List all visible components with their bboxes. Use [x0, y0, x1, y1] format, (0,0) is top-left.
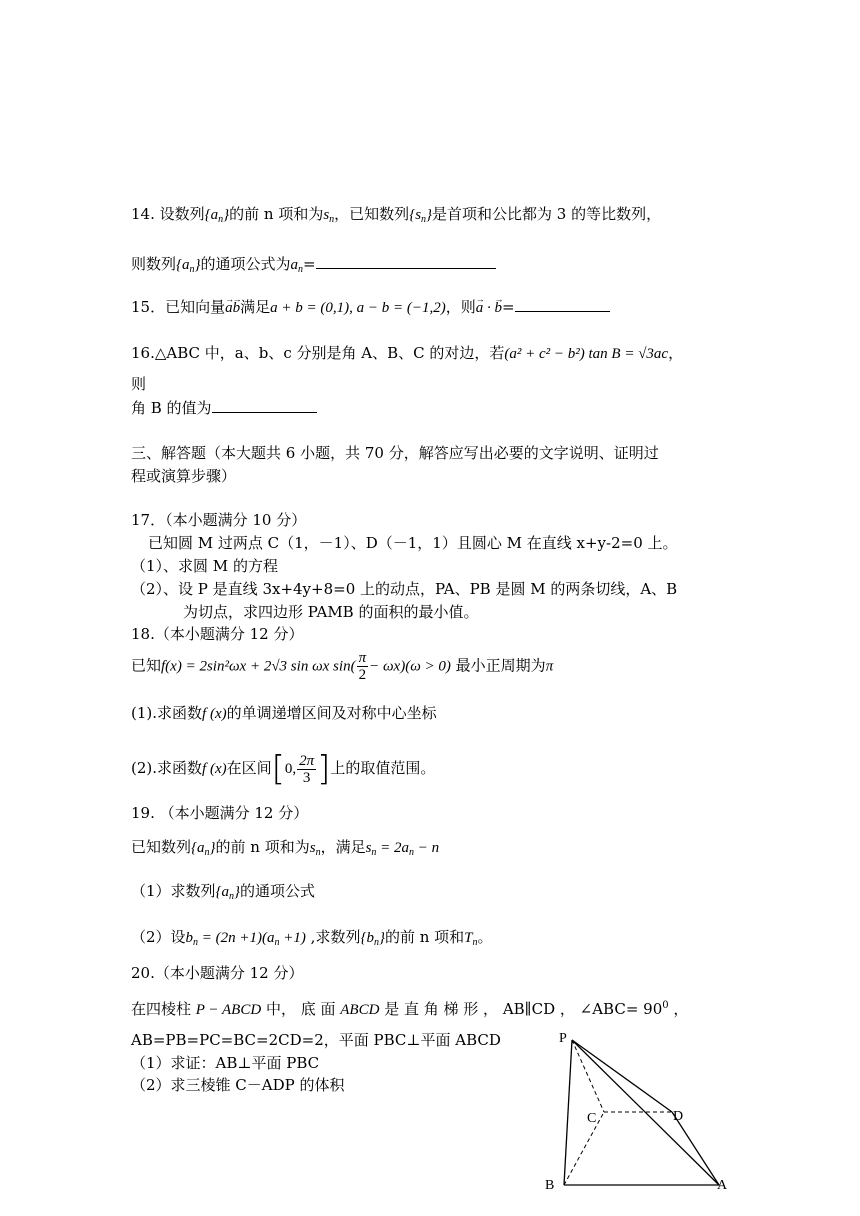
vertex-label-C: C: [587, 1111, 597, 1126]
q17-part2: （2）、设 P 是直线 3x+4y+8=0 上的动点，PA、PB 是圆 M 的两条切线，A、B: [131, 580, 678, 598]
q16-line3: 角 B 的值为: [131, 398, 317, 418]
vertex-label-B: B: [545, 1178, 555, 1193]
q18-part2: (2).求函数f (x)在区间[0, $\frac{2\pi}{3}$ ]上的取值范围。: [131, 749, 436, 789]
q20-part1: （1）求证：AB⊥平面 PBC: [131, 1054, 320, 1072]
vertex-label-P: P: [559, 1031, 567, 1046]
q16-formula: (a² + c² − b²) tan B = √3ac: [504, 346, 669, 362]
q16-line2: 则: [131, 375, 147, 393]
q17-part1: （1）、求圆 M 的方程: [131, 557, 278, 575]
q17-part2-cont: 为切点，求四边形 PAMB 的面积的最小值。: [183, 603, 479, 621]
q20-text1: 在四棱柱 P − ABCD 中， 底 面 ABCD 是 直 角 梯 形 ， AB∥CD ， ∠ABC= $90^0$ ，: [131, 1000, 689, 1018]
section3-heading-cont: 程或演算步骤）: [131, 467, 237, 485]
q15-line: 15．已知向量→ a→ b满足a + b = (0,1), a − b = (−1,2)，则→ a · → b=: [131, 297, 610, 318]
q18-head: 18.（本小题满分 12 分）: [131, 625, 304, 643]
section3-heading: 三、解答题（本大题共 6 小题，共 70 分，解答应写出必要的文字说明、证明过: [131, 444, 659, 462]
q14-line1: 14. 设数列$\{a_n\}$的前 n 项和为$s_n$，已知数列$\{s_n\}$是首项和公比都为 3 的等比数列，: [131, 205, 662, 225]
pyramid-figure: [545, 1030, 745, 1200]
q17-text: 已知圆 M 过两点 C（1，－1）、D（－1，1）且圆心 M 在直线 x+y-2=0 上。: [148, 534, 678, 552]
q19-head: 19. （本小题满分 12 分）: [131, 804, 309, 822]
q20-part2: （2）求三棱锥 C－ADP 的体积: [131, 1076, 345, 1094]
q17-head: 17．（本小题满分 10 分）: [131, 511, 307, 529]
edge-PB: [564, 1040, 572, 1185]
edge-PD: [572, 1040, 672, 1112]
answer-blank-15[interactable]: [515, 297, 610, 312]
answer-blank-16[interactable]: [212, 398, 317, 413]
q14-line2: 则数列$\{a_n\}$的通项公式为$a_n=$: [131, 254, 496, 280]
answer-blank-14[interactable]: [316, 254, 496, 269]
q19-text: 已知数列$\{a_n\}$的前 n 项和为$s_n$，满足$s_n = 2a_n - n$: [131, 838, 440, 858]
q18-part1: (1).求函数f (x)的单调递增区间及对称中心坐标: [131, 704, 437, 722]
q19-part1: （1）求数列$\{a_n\}$的通项公式: [131, 882, 316, 902]
edge-BC: [564, 1112, 604, 1185]
vertex-label-A: A: [717, 1178, 728, 1193]
q16-line1: 16.△ABC 中，a、b、c 分别是角 A、B、C 的对边，若(a² + c² − b²) tan B = √3ac，: [131, 344, 684, 362]
q18-formula-line: 已知f(x) = 2sin²ωx + 2√3 sin ωx sin( $\frac{\pi}{2}$ − ωx)(ω > 0) 最小正周期为π: [131, 650, 554, 683]
q15-condition: a + b = (0,1), a − b = (−1,2): [270, 300, 446, 316]
q19-part2: （2）设$b_n = (2n +1)(a_n +1)$ ,求数列$\{b_n\}$的前 n 项和$T_n$。: [131, 928, 493, 948]
q20-text2: AB=PB=PC=BC=2CD=2，平面 PBC⊥平面 ABCD: [131, 1031, 501, 1049]
vertex-label-D: D: [673, 1109, 684, 1124]
q20-head: 20.（本小题满分 12 分）: [131, 964, 304, 982]
